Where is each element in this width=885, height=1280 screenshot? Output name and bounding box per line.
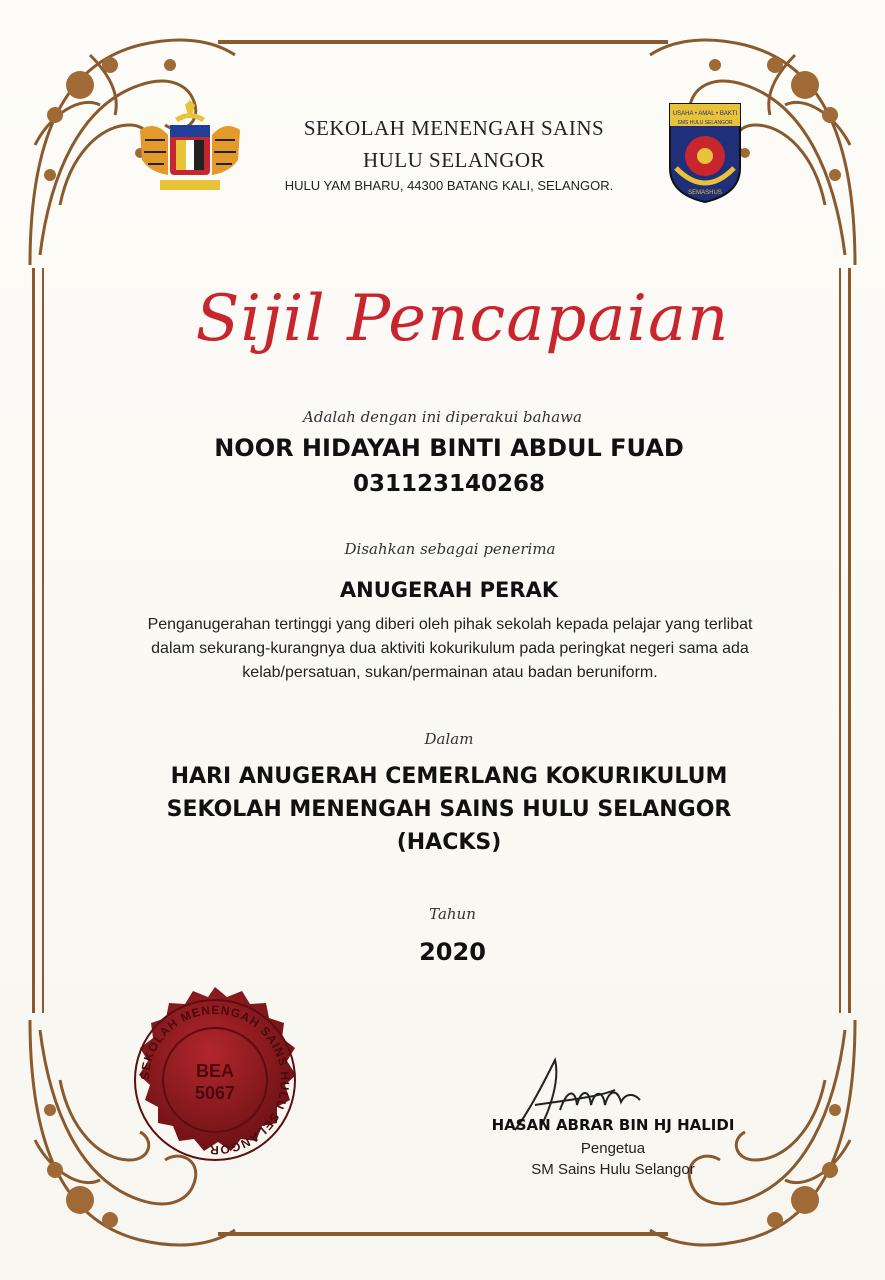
school-logo-motto: USAHA • AMAL • BAKTI [672, 111, 738, 117]
certificate-title: Sijil Pencapaian [195, 282, 730, 356]
event-line3: (HACKS) [396, 830, 502, 855]
intro-text: Adalah dengan ini diperakui bahawa [303, 408, 582, 426]
school-address: HULU YAM BHARU, 44300 BATANG KALI, SELANGOR. [284, 178, 614, 193]
recipient-id: 031123140268 [352, 471, 546, 497]
signatory-position: Pengetua [580, 1140, 646, 1157]
seal-code-line2: 5067 [194, 1083, 236, 1103]
school-name-line2: HULU SELANGOR [362, 148, 546, 172]
award-description-line2: dalam sekurang-kurangnya dua aktiviti kokurikulum pada peringkat negeri sama ada [151, 640, 749, 657]
year-label: Tahun [429, 905, 476, 923]
border-top [218, 40, 668, 44]
year-value: 2020 [419, 938, 486, 966]
seal-ring-text: SEKOLAH MENENGAH SAINS HULU SELANGOR [137, 1002, 293, 1158]
school-logo-bottom: SEMASHUS [688, 190, 722, 196]
award-description-line1: Penganugerahan tertinggi yang diberi oleh pihak sekolah kepada pelajar yang terlibat [147, 616, 753, 633]
school-shield-logo [664, 98, 746, 206]
school-name-line1: SEKOLAH MENENGAH SAINS [303, 116, 605, 140]
school-logo-band: SMS HULU SELANGOR [677, 120, 733, 126]
border-bottom [218, 1232, 668, 1236]
official-seal [120, 985, 310, 1175]
in-label: Dalam [424, 730, 474, 748]
certified-as-text: Disahkan sebagai penerima [344, 540, 556, 558]
signatory-name: HASAN ABRAR BIN HJ HALIDI [491, 1116, 735, 1134]
corner-ornament-bottom-right [635, 1010, 865, 1260]
seal-code-line1: BEA [195, 1061, 235, 1081]
signatory-institution: SM Sains Hulu Selangor [531, 1161, 695, 1178]
award-title: ANUGERAH PERAK [339, 578, 559, 602]
award-description-line3: kelab/persatuan, sukan/permainan atau badan beruniform. [242, 664, 658, 681]
event-line1: HARI ANUGERAH CEMERLANG KOKURIKULUM [170, 764, 728, 789]
recipient-name: NOOR HIDAYAH BINTI ABDUL FUAD [214, 434, 684, 462]
event-line2: SEKOLAH MENENGAH SAINS HULU SELANGOR [166, 797, 732, 822]
